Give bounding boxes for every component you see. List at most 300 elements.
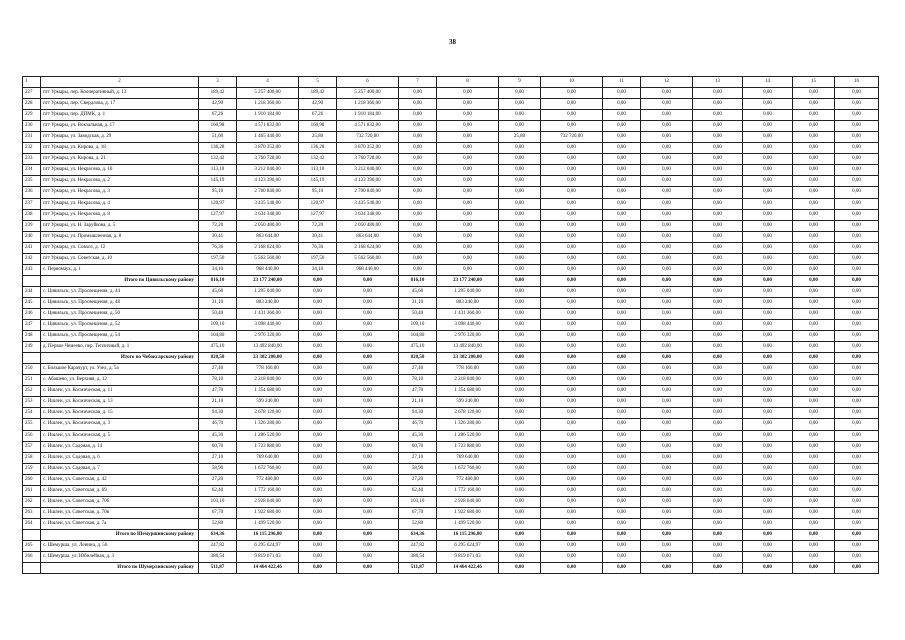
value-cell: 0,00 (743, 419, 793, 430)
table-row (23, 198, 879, 209)
value-cell: 9 819 671,03 (237, 552, 299, 563)
value-cell: 0,00 (835, 375, 879, 386)
value-cell: 0,00 (499, 176, 541, 187)
value-cell: 0,00 (499, 165, 541, 176)
value-cell: 2 928 040,00 (437, 496, 499, 507)
value-cell: 0,00 (835, 386, 879, 397)
value-cell: 113,10 (199, 165, 237, 176)
value-cell: 0,00 (793, 286, 835, 297)
column-header: 16 (835, 77, 879, 88)
value-cell: 104,80 (399, 331, 437, 342)
value-cell: 94,30 (399, 408, 437, 419)
address-cell: пгт Урмары, пер. Кооперативный, д. 13 (41, 88, 199, 99)
value-cell: 0,00 (299, 507, 337, 518)
value-cell: 0,00 (437, 143, 499, 154)
value-cell: 0,00 (641, 353, 693, 364)
value-cell: 0,00 (641, 286, 693, 297)
address-cell: с. Ишлеи, ул. Советская, д. 7а (41, 518, 199, 529)
value-cell: 0,00 (499, 463, 541, 474)
row-number-cell: 246 (23, 308, 41, 319)
value-cell: 0,00 (399, 231, 437, 242)
value-cell: 3 098 440,00 (437, 320, 499, 331)
value-cell: 0,00 (641, 198, 693, 209)
value-cell: 0,00 (693, 275, 743, 286)
value-cell: 0,00 (603, 563, 641, 574)
address-cell: с. Ишлеи, ул. Космическая, д. 11 (41, 386, 199, 397)
value-cell: 62,40 (399, 485, 437, 496)
value-cell: 5 257 400,00 (337, 88, 399, 99)
value-cell: 0,00 (299, 529, 337, 540)
value-cell: 0,00 (541, 342, 603, 353)
value-cell: 0,00 (541, 419, 603, 430)
value-cell: 0,00 (835, 529, 879, 540)
value-cell: 0,00 (603, 231, 641, 242)
row-number-cell: 235 (23, 176, 41, 187)
value-cell: 2 928 040,00 (237, 496, 299, 507)
value-cell: 0,00 (337, 496, 399, 507)
value-cell: 0,00 (793, 474, 835, 485)
table-row (23, 121, 879, 132)
value-cell: 0,00 (641, 529, 693, 540)
value-cell: 0,00 (641, 253, 693, 264)
value-cell: 0,00 (693, 452, 743, 463)
value-cell: 0,00 (541, 408, 603, 419)
value-cell: 0,00 (337, 342, 399, 353)
address-cell: пгт Урмары, ул. Некрасова, д. 4 (41, 198, 199, 209)
value-cell: 0,00 (437, 99, 499, 110)
value-cell: 0,00 (541, 297, 603, 308)
value-cell: 0,00 (337, 485, 399, 496)
value-cell: 0,00 (299, 353, 337, 364)
housing-repair-table (22, 76, 879, 574)
column-header: 8 (437, 77, 499, 88)
value-cell: 0,00 (641, 552, 693, 563)
value-cell: 0,00 (793, 242, 835, 253)
table-row (23, 463, 879, 474)
value-cell: 0,00 (337, 540, 399, 551)
value-cell: 0,00 (603, 176, 641, 187)
value-cell: 27,40 (399, 364, 437, 375)
value-cell: 0,00 (743, 441, 793, 452)
value-cell: 0,00 (793, 143, 835, 154)
value-cell: 732 720,00 (337, 132, 399, 143)
value-cell: 0,00 (693, 441, 743, 452)
value-cell: 0,00 (693, 209, 743, 220)
value-cell: 0,00 (603, 264, 641, 275)
value-cell: 0,00 (743, 342, 793, 353)
column-header: 5 (299, 77, 337, 88)
value-cell: 27,20 (399, 474, 437, 485)
value-cell: 0,00 (541, 529, 603, 540)
value-cell: 2 700 840,00 (337, 187, 399, 198)
value-cell: 0,00 (641, 110, 693, 121)
value-cell: 0,00 (603, 275, 641, 286)
value-cell: 0,00 (437, 220, 499, 231)
value-cell: 0,00 (337, 419, 399, 430)
value-cell: 0,00 (337, 408, 399, 419)
value-cell: 0,00 (541, 110, 603, 121)
value-cell: 0,00 (835, 552, 879, 563)
value-cell: 0,00 (743, 143, 793, 154)
value-cell: 863 644,00 (337, 231, 399, 242)
address-cell: с. Ишлеи, ул. Космическая, д. 3 (41, 419, 199, 430)
table-body (23, 77, 879, 574)
value-cell: 0,00 (693, 231, 743, 242)
value-cell: 94,30 (199, 408, 237, 419)
value-cell: 0,00 (499, 386, 541, 397)
value-cell: 103,10 (199, 496, 237, 507)
value-cell: 0,00 (541, 264, 603, 275)
row-number-cell (23, 563, 41, 574)
value-cell: 0,00 (541, 452, 603, 463)
value-cell: 0,00 (693, 430, 743, 441)
value-cell: 0,00 (299, 474, 337, 485)
value-cell: 103,10 (399, 496, 437, 507)
value-cell: 0,00 (499, 297, 541, 308)
value-cell: 0,00 (835, 176, 879, 187)
value-cell: 0,00 (399, 154, 437, 165)
value-cell: 52,80 (399, 518, 437, 529)
row-number-cell: 244 (23, 286, 41, 297)
value-cell: 0,00 (603, 143, 641, 154)
value-cell: 0,00 (337, 463, 399, 474)
value-cell: 0,00 (603, 154, 641, 165)
value-cell: 0,00 (743, 242, 793, 253)
value-cell: 0,00 (743, 154, 793, 165)
value-cell: 104,80 (199, 331, 237, 342)
value-cell: 0,00 (835, 430, 879, 441)
value-cell: 0,00 (641, 375, 693, 386)
value-cell: 0,00 (337, 286, 399, 297)
address-cell: с. Ишлеи, ул. Советская, д. 70в (41, 507, 199, 518)
value-cell: 0,00 (499, 264, 541, 275)
row-number-cell: 264 (23, 518, 41, 529)
table-row (23, 132, 879, 143)
value-cell: 0,00 (541, 485, 603, 496)
value-cell: 21,10 (399, 397, 437, 408)
row-number-cell: 230 (23, 121, 41, 132)
value-cell: 0,00 (603, 397, 641, 408)
value-cell: 3 760 728,00 (337, 154, 399, 165)
value-cell: 0,00 (603, 507, 641, 518)
value-cell: 0,00 (693, 474, 743, 485)
address-cell: с. Большое Карачурт, ул. Узел, д. 5а (41, 364, 199, 375)
column-header: 15 (793, 77, 835, 88)
value-cell: 0,00 (399, 198, 437, 209)
value-cell: 0,00 (835, 507, 879, 518)
value-cell: 62,40 (199, 485, 237, 496)
value-cell: 1 295 040,00 (237, 286, 299, 297)
value-cell: 0,00 (437, 198, 499, 209)
value-cell: 0,00 (793, 275, 835, 286)
value-cell: 5 257 400,00 (237, 88, 299, 99)
address-cell: с. Абашево, ул. Верхняя, д. 12 (41, 375, 199, 386)
value-cell: 0,00 (835, 231, 879, 242)
value-cell: 0,00 (793, 430, 835, 441)
value-cell: 0,00 (499, 419, 541, 430)
value-cell: 0,00 (641, 308, 693, 319)
column-header: 7 (399, 77, 437, 88)
value-cell: 197,50 (199, 253, 237, 264)
value-cell: 95,10 (199, 187, 237, 198)
table-row (23, 419, 879, 430)
value-cell: 816,10 (199, 275, 237, 286)
value-cell: 109,10 (199, 320, 237, 331)
value-cell: 45,60 (399, 286, 437, 297)
value-cell: 47,70 (199, 386, 237, 397)
value-cell: 0,00 (835, 143, 879, 154)
value-cell: 0,00 (693, 198, 743, 209)
value-cell: 0,00 (437, 264, 499, 275)
value-cell: 47,70 (399, 386, 437, 397)
table-row (23, 88, 879, 99)
row-number-cell: 265 (23, 540, 41, 551)
value-cell: 0,00 (835, 187, 879, 198)
value-cell: 0,00 (793, 441, 835, 452)
value-cell: 0,00 (835, 419, 879, 430)
table-row (23, 375, 879, 386)
value-cell: 0,00 (641, 264, 693, 275)
value-cell: 0,00 (299, 496, 337, 507)
value-cell: 0,00 (835, 99, 879, 110)
value-cell: 0,00 (793, 176, 835, 187)
value-cell: 883 240,00 (237, 297, 299, 308)
value-cell: 0,00 (603, 540, 641, 551)
value-cell: 0,00 (337, 297, 399, 308)
value-cell: 0,00 (337, 375, 399, 386)
value-cell: 4 571 832,00 (337, 121, 399, 132)
value-cell: 0,00 (603, 375, 641, 386)
value-cell: 0,00 (499, 441, 541, 452)
table-row (23, 286, 879, 297)
value-cell: 0,00 (541, 563, 603, 574)
value-cell: 0,00 (603, 364, 641, 375)
value-cell: 0,00 (743, 121, 793, 132)
value-cell: 0,00 (603, 463, 641, 474)
value-cell: 2 050 480,00 (337, 220, 399, 231)
value-cell: 0,00 (793, 264, 835, 275)
value-cell: 0,00 (603, 552, 641, 563)
value-cell: 0,00 (541, 463, 603, 474)
address-cell: с. Первомаук, д. 1 (41, 264, 199, 275)
value-cell: 0,00 (693, 375, 743, 386)
value-cell: 0,00 (541, 220, 603, 231)
value-cell: 1 499 520,00 (437, 518, 499, 529)
value-cell: 0,00 (541, 320, 603, 331)
page-number: 38 (449, 38, 456, 46)
row-number-cell: 261 (23, 485, 41, 496)
value-cell: 0,00 (743, 99, 793, 110)
value-cell: 1 354 680,00 (237, 386, 299, 397)
value-cell: 0,00 (743, 264, 793, 275)
value-cell: 67,70 (199, 507, 237, 518)
value-cell: 0,00 (499, 143, 541, 154)
value-cell: 1 286 520,00 (437, 430, 499, 441)
value-cell: 1 499 520,00 (237, 518, 299, 529)
value-cell: 0,00 (693, 529, 743, 540)
value-cell: 2 168 624,00 (337, 242, 399, 253)
row-number-cell: 242 (23, 253, 41, 264)
value-cell: 0,00 (641, 430, 693, 441)
address-cell: пгт Урмары, ул. Некрасова, д. 8 (41, 209, 199, 220)
value-cell: 132,42 (199, 154, 237, 165)
value-cell: 0,00 (743, 474, 793, 485)
value-cell: 0,00 (337, 552, 399, 563)
address-cell: пгт Урмары, пер. Свердлова, д. 17 (41, 99, 199, 110)
value-cell: 0,00 (541, 121, 603, 132)
value-cell: 0,00 (693, 143, 743, 154)
value-cell: 0,00 (835, 253, 879, 264)
table-row (23, 209, 879, 220)
value-cell: 0,00 (603, 187, 641, 198)
value-cell: 0,00 (603, 220, 641, 231)
value-cell: 34,10 (299, 264, 337, 275)
value-cell: 5 562 560,00 (337, 253, 399, 264)
value-cell: 0,00 (437, 88, 499, 99)
value-cell: 0,00 (793, 88, 835, 99)
value-cell: 0,00 (437, 242, 499, 253)
value-cell: 3 870 352,00 (237, 143, 299, 154)
value-cell: 0,00 (693, 253, 743, 264)
value-cell: 0,00 (641, 165, 693, 176)
value-cell: 2 678 120,00 (237, 408, 299, 419)
value-cell: 0,00 (337, 529, 399, 540)
value-cell: 0,00 (603, 198, 641, 209)
table-row (23, 342, 879, 353)
subtotal-row (23, 353, 879, 364)
row-number-cell: 263 (23, 507, 41, 518)
value-cell: 0,00 (603, 165, 641, 176)
value-cell: 0,00 (399, 253, 437, 264)
value-cell: 0,00 (835, 308, 879, 319)
address-cell: с. Шемурша, ул. Ленина, д. 56 (41, 540, 199, 551)
value-cell: 3 870 352,00 (337, 143, 399, 154)
value-cell: 0,00 (743, 231, 793, 242)
value-cell: 769 640,00 (237, 452, 299, 463)
value-cell: 0,00 (835, 496, 879, 507)
value-cell: 0,00 (603, 419, 641, 430)
value-cell: 0,00 (693, 518, 743, 529)
value-cell: 0,00 (641, 496, 693, 507)
value-cell: 0,00 (793, 386, 835, 397)
column-header: 2 (41, 77, 199, 88)
value-cell: 0,00 (603, 88, 641, 99)
value-cell: 13 492 840,00 (437, 342, 499, 353)
value-cell: 0,00 (743, 408, 793, 419)
value-cell: 60,70 (199, 441, 237, 452)
address-cell: пгт Урмары, ул. Кирова, д. 18 (41, 143, 199, 154)
value-cell: 0,00 (399, 264, 437, 275)
value-cell: 0,00 (603, 209, 641, 220)
address-cell: с. Ишлеи, ул. Советская, д. 69 (41, 485, 199, 496)
value-cell: 511,87 (399, 563, 437, 574)
value-cell: 0,00 (835, 198, 879, 209)
table-row (23, 187, 879, 198)
value-cell: 0,00 (499, 430, 541, 441)
value-cell: 45,60 (199, 286, 237, 297)
row-number-cell: 231 (23, 132, 41, 143)
value-cell: 0,00 (541, 286, 603, 297)
value-cell: 769 640,00 (437, 452, 499, 463)
value-cell: 0,00 (693, 220, 743, 231)
value-cell: 1 772 160,00 (437, 485, 499, 496)
value-cell: 0,00 (693, 264, 743, 275)
value-cell: 1 354 680,00 (437, 386, 499, 397)
address-cell: пгт Урмары, ул. Промышленная, д. 8 (41, 231, 199, 242)
value-cell: 0,00 (793, 308, 835, 319)
value-cell: 0,00 (541, 143, 603, 154)
value-cell: 0,00 (835, 297, 879, 308)
table-row (23, 552, 879, 563)
value-cell: 0,00 (793, 297, 835, 308)
value-cell: 0,00 (793, 342, 835, 353)
address-cell: с. Цивильск, ул. Просвещения, д. 50 (41, 308, 199, 319)
value-cell: 0,00 (299, 430, 337, 441)
value-cell: 0,00 (603, 474, 641, 485)
subtotal-row (23, 275, 879, 286)
row-number-cell: 257 (23, 441, 41, 452)
row-number-cell: 249 (23, 342, 41, 353)
row-number-cell: 258 (23, 452, 41, 463)
value-cell: 0,00 (793, 198, 835, 209)
value-cell: 0,00 (541, 540, 603, 551)
value-cell: 0,00 (603, 353, 641, 364)
address-cell: пгт Урмары, ул. Вокзальная, д. 17 (41, 121, 199, 132)
value-cell: 0,00 (603, 386, 641, 397)
value-cell: 0,00 (337, 275, 399, 286)
value-cell: 2 976 320,00 (237, 331, 299, 342)
value-cell: 0,00 (337, 452, 399, 463)
value-cell: 0,00 (743, 552, 793, 563)
value-cell: 0,00 (399, 143, 437, 154)
value-cell: 0,00 (541, 187, 603, 198)
value-cell: 0,00 (743, 496, 793, 507)
value-cell: 1 295 040,00 (437, 286, 499, 297)
table-row (23, 518, 879, 529)
value-cell: 0,00 (499, 375, 541, 386)
value-cell: 0,00 (743, 507, 793, 518)
value-cell: 0,00 (641, 132, 693, 143)
value-cell: 0,00 (603, 253, 641, 264)
value-cell: 0,00 (835, 563, 879, 574)
value-cell: 0,00 (835, 397, 879, 408)
value-cell: 0,00 (693, 408, 743, 419)
address-cell: Итого по Шемуршинскому району (41, 529, 199, 540)
value-cell: 0,00 (437, 154, 499, 165)
value-cell: 0,00 (743, 187, 793, 198)
value-cell: 0,00 (299, 286, 337, 297)
value-cell: 0,00 (743, 88, 793, 99)
value-cell: 0,00 (399, 209, 437, 220)
value-cell: 0,00 (693, 463, 743, 474)
value-cell: 120,97 (199, 198, 237, 209)
value-cell: 0,00 (541, 375, 603, 386)
value-cell: 3 435 548,00 (337, 198, 399, 209)
value-cell: 0,00 (499, 529, 541, 540)
row-number-cell: 243 (23, 264, 41, 275)
table-row (23, 474, 879, 485)
value-cell: 0,00 (541, 353, 603, 364)
value-cell: 0,00 (693, 154, 743, 165)
value-cell: 0,00 (743, 220, 793, 231)
value-cell: 0,00 (743, 110, 793, 121)
value-cell: 27,10 (399, 452, 437, 463)
value-cell: 0,00 (499, 275, 541, 286)
value-cell: 2 700 840,00 (237, 187, 299, 198)
value-cell: 0,00 (793, 187, 835, 198)
value-cell: 0,00 (541, 154, 603, 165)
column-header: 13 (693, 77, 743, 88)
